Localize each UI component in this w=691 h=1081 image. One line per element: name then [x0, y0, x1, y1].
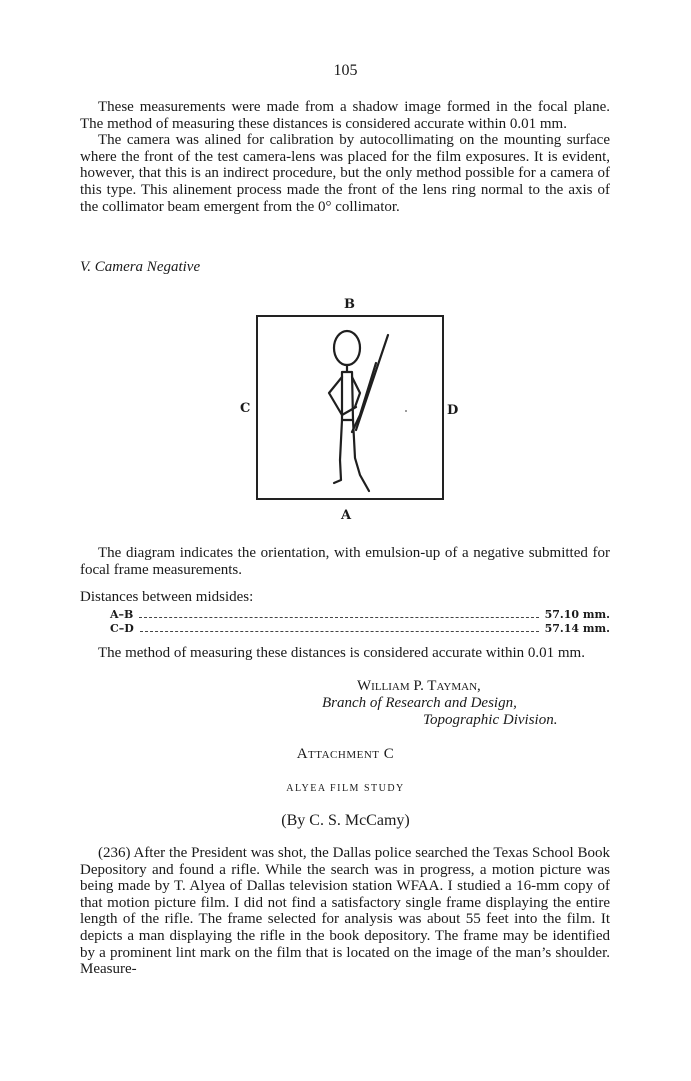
distance-value: 57.14 mm. — [544, 622, 610, 635]
orientation-text: The diagram indicates the orientation, with emulsion-up of a negative submitted for focal frame measurements. — [80, 545, 610, 578]
dot-leader — [140, 631, 539, 632]
section-heading: V. Camera Negative — [80, 259, 201, 275]
signature-name: William P. Tayman, — [357, 678, 481, 694]
attachment-subtitle: ALYEA FILM STUDY — [286, 783, 405, 794]
page-number: 105 — [333, 62, 358, 79]
attachment-title: Attachment C — [296, 746, 395, 762]
diagram-label-right: D — [447, 403, 459, 418]
distance-row-cd — [110, 622, 610, 635]
figure-head — [334, 331, 360, 365]
intro-text — [80, 99, 610, 215]
diagram-label-left: C — [240, 401, 251, 416]
distance-value: 57.10 mm. — [544, 608, 610, 621]
diagram-label-top: B — [344, 297, 355, 312]
figure-left-leg — [334, 420, 342, 483]
distance-row-ab — [110, 608, 610, 621]
signature-division: Topographic Division. — [423, 712, 558, 728]
dot-leader — [139, 617, 538, 618]
lint-speck — [405, 410, 407, 412]
diagram-label-bottom: A — [341, 508, 352, 523]
distances-title: Distances between midsides: — [80, 589, 254, 605]
method-paragraph — [80, 645, 610, 662]
stick-figure-with-rifle — [256, 315, 444, 500]
distance-label: C–D — [110, 622, 134, 635]
intro-paragraph-2: The camera was alined for calibration by autocollimating on the mounting surface where the front of the test camera-lens was placed for the film exposures. It is evident, however, that this is an indirect procedure, but the only method possible for a camera of this type. This alinement process made the front of the lens ring normal to the axis of the collimator beam emergent from the 0° collimator. — [80, 132, 610, 215]
method-text: The method of measuring these distances is considered accurate within 0.01 mm. — [98, 645, 585, 661]
distance-label: A–B — [110, 608, 134, 621]
orientation-paragraph — [80, 545, 610, 578]
body-text — [80, 845, 610, 978]
body-paragraph-236: (236) After the President was shot, the Dallas police searched the Texas School Book Depository and found a rifle. While the search was in progress, a motion picture was being made by T. Alyea of Dallas television station WFAA. I studied a 16-mm copy of that motion picture film. I did not find a satisfactory single frame displaying the entire length of the rifle. The frame selected for analysis was about 55 feet into the film. It depicts a man displaying the rifle in the book depository. The frame may be identified by a prominent lint mark on the film that is located on the image of the man’s shoulder. Measure- — [80, 845, 610, 978]
rifle-stock — [352, 363, 376, 432]
intro-paragraph-1: These measurements were made from a shadow image formed in the focal plane. The method of measuring these distances is considered accurate within 0.01 mm. — [80, 99, 610, 132]
signature-branch: Branch of Research and Design, — [322, 695, 517, 711]
attachment-author: (By C. S. McCamy) — [281, 812, 410, 829]
